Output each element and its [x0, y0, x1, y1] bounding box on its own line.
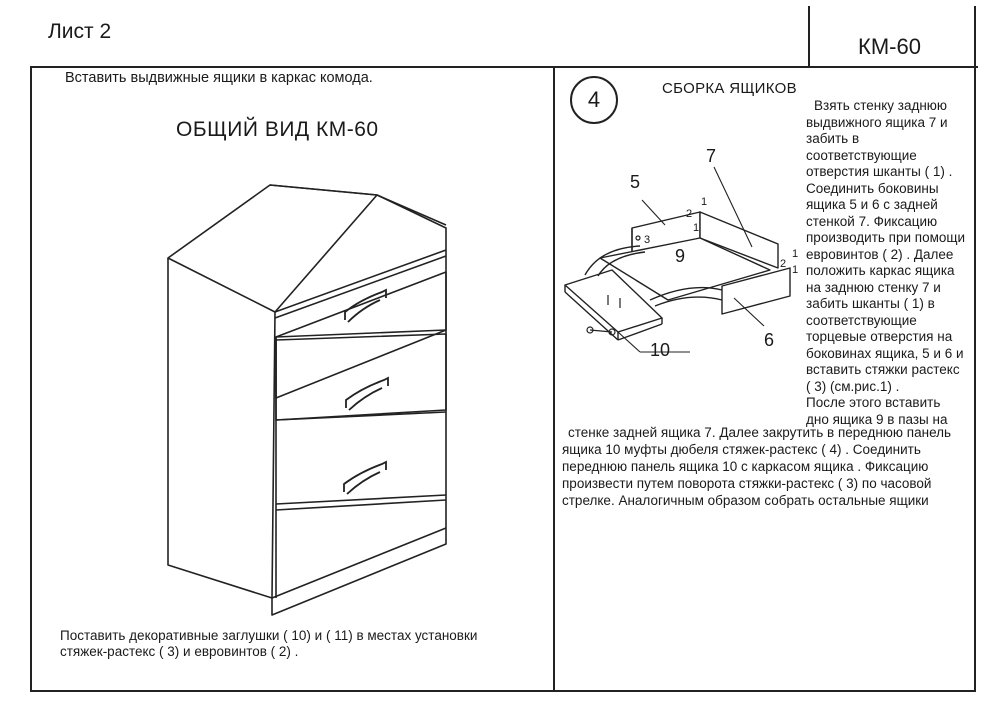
- left-footer-line-1: Поставить декоративные заглушки ( 10) и ( 11) в местах установки: [60, 628, 478, 643]
- left-footer-line-2: стяжек-растекс ( 3) и евровинтов ( 2) .: [60, 644, 299, 659]
- instruction-line: соответствующие: [806, 147, 917, 163]
- dowel-1-label: 1: [792, 264, 799, 276]
- paragraph-line: стрелке. Аналогичным образом собрать остальные ящики: [562, 493, 929, 508]
- general-view-title: ОБЩИЙ ВИД КМ-60: [176, 118, 379, 141]
- sheet-label: Лист 2: [48, 20, 112, 43]
- left-instruction: Вставить выдвижные ящики в каркас комода.: [65, 70, 373, 86]
- instruction-line: выдвижного ящика 7 и: [806, 114, 948, 130]
- dowel-1-label: 1: [701, 196, 708, 208]
- instruction-line: дно ящика 9 в пазы на: [806, 411, 948, 427]
- instruction-line: положить каркас ящика: [806, 263, 955, 278]
- instruction-line: евровинтов ( 2) . Далее: [806, 246, 954, 262]
- screw-2-label: 2: [686, 208, 693, 220]
- dowel-1-label: 1: [792, 248, 799, 260]
- screw-2-label: 2: [780, 258, 787, 270]
- instruction-line: стенкой 7. Фиксацию: [806, 213, 938, 229]
- instruction-line: После этого вставить: [806, 395, 941, 410]
- part-7-label: 7: [706, 146, 717, 166]
- instruction-line: ящика 5 и 6 с задней: [806, 197, 938, 212]
- paragraph-line: переднюю панель ящика 10 с каркасом ящика . Фиксацию: [562, 459, 929, 474]
- instruction-line: Соединить боковины: [806, 180, 939, 196]
- instruction-line: Взять стенку заднюю: [814, 98, 948, 113]
- part-6-label: 6: [764, 330, 775, 350]
- assembly-paragraph: [562, 424, 962, 509]
- paragraph-line: произвести путем поворота стяжки-растекс ( 3) по часовой: [562, 476, 932, 491]
- instruction-line: отверстия шканты ( 1) .: [806, 164, 953, 179]
- part-5-label: 5: [630, 172, 641, 192]
- instruction-line: ( 3) (см.рис.1) .: [806, 378, 900, 394]
- part-10-label: 10: [650, 340, 671, 360]
- instruction-line: на заднюю стенку 7 и: [806, 279, 941, 295]
- instruction-line: производить при помощи: [806, 230, 966, 245]
- instruction-line: торцевые отверстия на: [806, 329, 953, 344]
- paragraph-line: стенке задней ящика 7. Далее закрутить в переднюю панель: [568, 425, 952, 440]
- instruction-line: забить шканты ( 1) в: [806, 296, 935, 311]
- instruction-line: вставить стяжки растекс: [806, 362, 960, 377]
- cam-3-label: 3: [644, 234, 651, 246]
- dowel-1-label: 1: [693, 222, 700, 234]
- part-9-label: 9: [675, 246, 686, 266]
- paragraph-line: ящика 10 муфты дюбеля стяжек-растекс ( 4) . Соединить: [562, 442, 921, 457]
- model-code: КМ-60: [858, 34, 921, 59]
- instruction-line: забить в: [806, 131, 860, 146]
- instruction-line: соответствующие: [806, 312, 917, 328]
- step-number-badge: 4: [570, 76, 618, 124]
- assembly-title: СБОРКА ЯЩИКОВ: [662, 80, 797, 97]
- instruction-line: боковинах ящика, 5 и 6 и: [806, 345, 964, 361]
